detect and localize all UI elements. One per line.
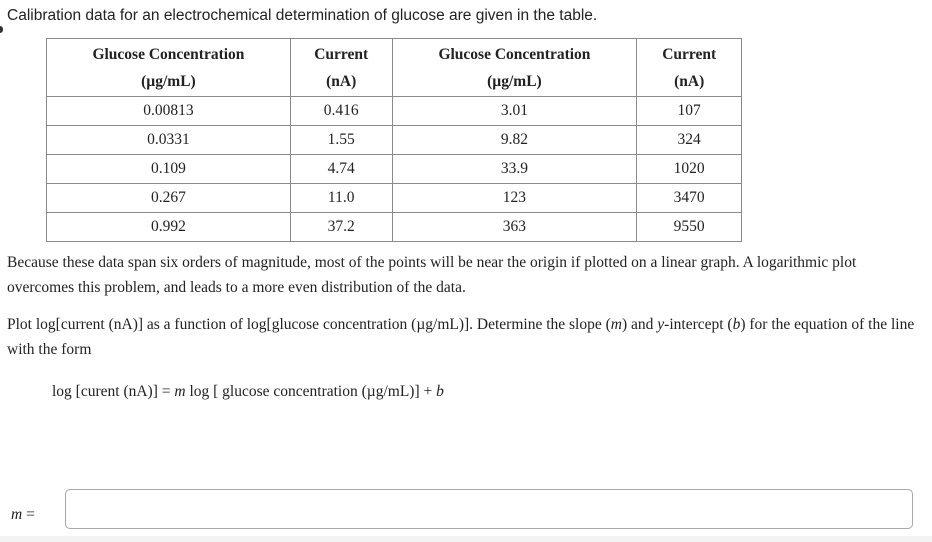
equation-lhs: log [curent (nA)] (52, 383, 158, 400)
header-line2: (µg/mL) (141, 72, 196, 90)
slope-symbol: m (610, 316, 622, 333)
column-header (47, 39, 291, 97)
bottom-edge (0, 536, 932, 542)
equation-intercept: b (436, 383, 444, 400)
explanation-paragraph: Because these data span six orders of magnitude, most of the points will be near the origin if plotted on a linear graph. A logarithmic plot overcomes this problem, and leads to a more even distribution of the data. (7, 254, 857, 296)
calibration-table (46, 38, 742, 242)
table-cell: 0.267 (47, 184, 291, 213)
header-line2: (µg/mL) (487, 72, 542, 90)
instruction-text: ) and (621, 316, 658, 333)
table-row (47, 213, 742, 242)
table-cell: 3470 (637, 184, 742, 213)
y-symbol: y (657, 316, 665, 333)
table-cell: 0.109 (47, 155, 291, 184)
intercept-symbol: b (732, 316, 741, 333)
slope-answer-label (11, 506, 35, 524)
table-cell: 37.2 (290, 213, 392, 242)
table-row (47, 184, 742, 213)
header-line1: Current (314, 45, 369, 63)
plus-sign: + (423, 383, 433, 400)
instruction-paragraph (7, 312, 922, 362)
table-cell: 0.992 (47, 213, 291, 242)
equation-slope: m (174, 383, 186, 400)
column-header (392, 39, 637, 97)
table-header-row (47, 39, 742, 97)
intro-text: Calibration data for an electrochemical determination of glucose are given in the table. (7, 7, 598, 24)
table-cell: 33.9 (392, 155, 637, 184)
table-cell: 0.00813 (47, 97, 291, 126)
table-cell: 3.01 (392, 97, 637, 126)
table-cell: 324 (637, 126, 742, 155)
table-cell: 11.0 (290, 184, 392, 213)
table-row (47, 155, 742, 184)
table-row (47, 97, 742, 126)
table-cell: 0.0331 (47, 126, 291, 155)
table-cell: 0.416 (290, 97, 392, 126)
table-cell: 4.74 (290, 155, 392, 184)
left-edge-marker (0, 26, 3, 33)
table-cell: 363 (392, 213, 637, 242)
line-equation (52, 383, 444, 401)
table-cell: 9.82 (392, 126, 637, 155)
slope-answer-equals: = (26, 506, 35, 523)
table-cell: 1020 (637, 155, 742, 184)
table-cell: 1.55 (290, 126, 392, 155)
header-line1: Glucose Concentration (438, 45, 591, 63)
header-line2: (nA) (326, 72, 357, 90)
equals-sign: = (161, 383, 171, 400)
column-header (290, 39, 392, 97)
table-row (47, 126, 742, 155)
column-header (637, 39, 742, 97)
instruction-text: -intercept ( (664, 316, 733, 333)
table-cell: 9550 (637, 213, 742, 242)
slope-answer-var: m (11, 506, 23, 523)
header-line2: (nA) (674, 72, 705, 90)
slope-answer-input[interactable] (65, 489, 913, 529)
instruction-text: ) for the equation of the line with the form (7, 316, 915, 358)
table-cell: 107 (637, 97, 742, 126)
instruction-text: Plot log[current (nA)] as a function of log[glucose concentration (µg/mL)]. Determine the slope ( (7, 316, 611, 333)
header-line1: Current (662, 45, 717, 63)
header-line1: Glucose Concentration (92, 45, 245, 63)
table-cell: 123 (392, 184, 637, 213)
equation-rhs: log [ glucose concentration (µg/mL)] (189, 383, 420, 400)
